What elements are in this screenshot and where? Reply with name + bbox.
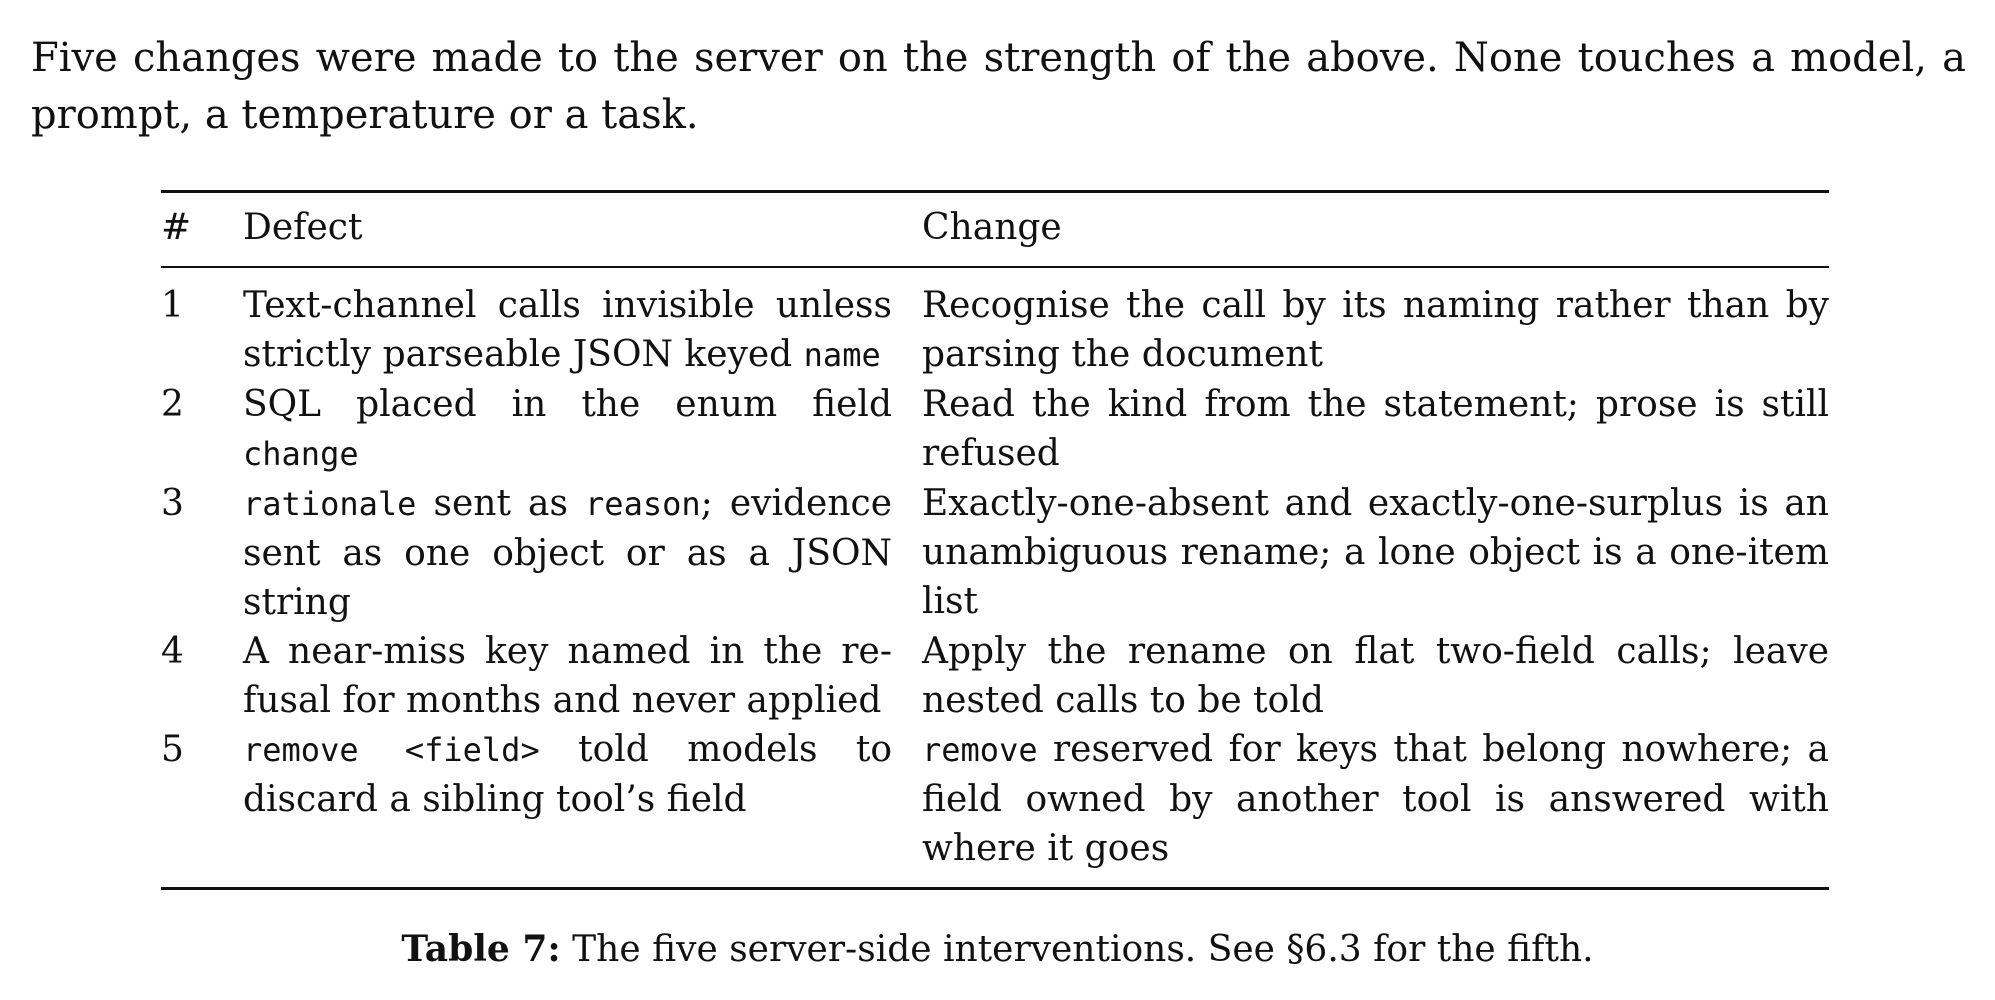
table-row: [161, 627, 1829, 725]
caption-label: Table 7:: [401, 928, 561, 970]
defect-code-text: change: [243, 435, 359, 473]
change-cell: [922, 725, 1829, 889]
caption-text: The five server-side interventions. See §6.3 for the fifth.: [572, 929, 1594, 970]
defect-text: ; evidence sent as one object or as a JSON string: [243, 483, 892, 623]
change-text: Apply the rename on flat two-field calls; leave nested calls to be told: [922, 631, 1829, 721]
row-number: 1: [161, 285, 184, 326]
defect-cell: [243, 380, 922, 479]
change-cell: [922, 479, 1829, 627]
defect-cell: [243, 267, 922, 380]
defect-cell: [243, 725, 922, 889]
change-cell: [922, 627, 1829, 725]
change-cell: [922, 267, 1829, 380]
row-number: 3: [161, 483, 184, 524]
intro-paragraph: Five changes were made to the server on the strength of the above. None touches a model, a prompt, a temperature or a task.: [31, 35, 1966, 138]
change-text: Read the kind from the statement; prose is still refused: [922, 384, 1829, 474]
defect-text: sent as: [416, 483, 586, 524]
table-body: [161, 267, 1829, 889]
change-code-text: remove: [922, 731, 1038, 769]
table-row: [161, 267, 1829, 380]
defect-text: A near-miss key named in the refusal for months and never applied: [243, 631, 892, 721]
interventions-table-wrap: [161, 190, 1829, 890]
defect-code-text: reason: [585, 485, 701, 523]
table-caption: [0, 925, 1995, 974]
header-change: Change: [922, 207, 1062, 248]
defect-cell: [243, 627, 922, 725]
change-cell: [922, 380, 1829, 479]
row-number: 4: [161, 631, 184, 672]
table-header: [161, 192, 1829, 268]
row-number: 2: [161, 384, 184, 425]
header-defect: Defect: [243, 207, 363, 248]
change-text: reserved for keys that belong nowhere; a field owned by another tool is answered with where it goes: [922, 729, 1829, 869]
defect-text: Text-channel calls invisible unless strictly parseable JSON keyed: [243, 285, 892, 375]
defect-text: SQL placed in the enum field: [243, 384, 892, 425]
table-row: [161, 725, 1829, 889]
table-header-row: [161, 192, 1829, 268]
header-number: #: [161, 207, 192, 248]
table-row: [161, 380, 1829, 479]
change-text: Exactly-one-absent and exactly-one-surplus is an unambiguous rename; a lone object is a one-item list: [922, 483, 1829, 622]
row-number: 5: [161, 729, 184, 770]
defect-code-text: remove <field>: [243, 731, 540, 769]
table-row: [161, 479, 1829, 627]
change-text: Recognise the call by its naming rather than by parsing the document: [922, 285, 1829, 375]
defect-text: told models to discard a sibling tool’s field: [243, 729, 893, 820]
defect-cell: [243, 479, 922, 627]
interventions-table: [161, 190, 1829, 890]
defect-code-text: rationale: [243, 485, 417, 523]
defect-code-text: name: [803, 336, 881, 374]
